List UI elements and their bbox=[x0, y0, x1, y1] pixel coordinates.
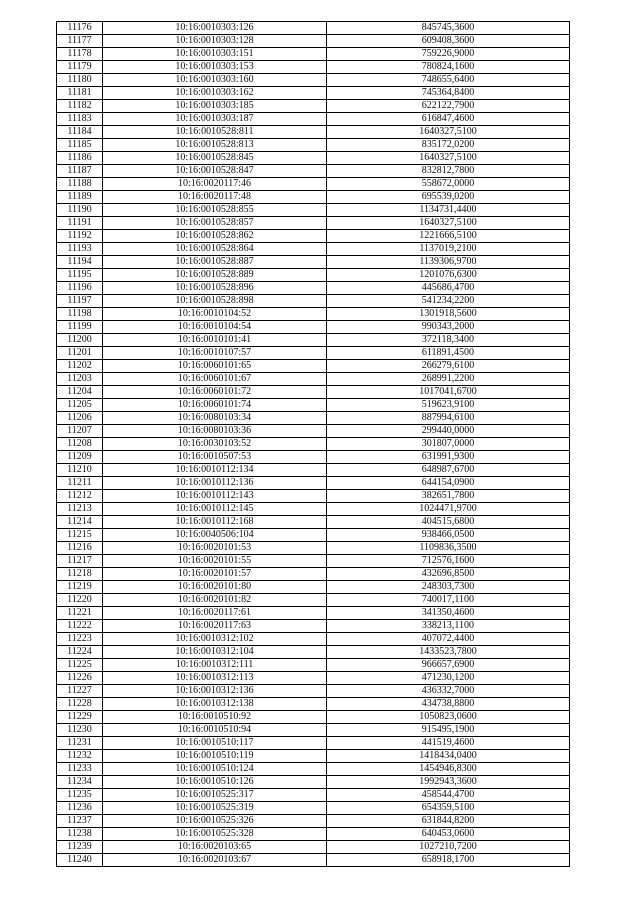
cadastral-number-cell: 10:16:0010303:126 bbox=[103, 22, 327, 35]
row-number-cell: 11198 bbox=[57, 308, 103, 321]
row-number-cell: 11213 bbox=[57, 503, 103, 516]
cadastral-number-cell: 10:16:0010510:117 bbox=[103, 737, 327, 750]
table-row bbox=[57, 217, 570, 230]
cadastral-value-cell: 915495,1900 bbox=[327, 724, 570, 737]
table-row bbox=[57, 490, 570, 503]
row-number-cell: 11223 bbox=[57, 633, 103, 646]
row-number-cell: 11190 bbox=[57, 204, 103, 217]
cadastral-number-cell: 10:16:0010112:143 bbox=[103, 490, 327, 503]
cadastral-value-cell: 1418434,0400 bbox=[327, 750, 570, 763]
cadastral-value-cell: 835172,0200 bbox=[327, 139, 570, 152]
cadastral-value-cell: 1201076,6300 bbox=[327, 269, 570, 282]
row-number-cell: 11230 bbox=[57, 724, 103, 737]
table-row bbox=[57, 529, 570, 542]
table-row bbox=[57, 750, 570, 763]
cadastral-number-cell: 10:16:0010101:41 bbox=[103, 334, 327, 347]
cadastral-value-cell: 658918,1700 bbox=[327, 854, 570, 867]
cadastral-value-cell: 745364,8400 bbox=[327, 87, 570, 100]
row-number-cell: 11178 bbox=[57, 48, 103, 61]
cadastral-number-cell: 10:16:0010303:187 bbox=[103, 113, 327, 126]
table-row bbox=[57, 594, 570, 607]
row-number-cell: 11192 bbox=[57, 230, 103, 243]
cadastral-number-cell: 10:16:0010528:813 bbox=[103, 139, 327, 152]
row-number-cell: 11224 bbox=[57, 646, 103, 659]
cadastral-value-cell: 519623,9100 bbox=[327, 399, 570, 412]
cadastral-value-cell: 541234,2200 bbox=[327, 295, 570, 308]
row-number-cell: 11188 bbox=[57, 178, 103, 191]
cadastral-value-cell: 1109836,3500 bbox=[327, 542, 570, 555]
cadastral-value-cell: 611891,4500 bbox=[327, 347, 570, 360]
cadastral-number-cell: 10:16:0010528:845 bbox=[103, 152, 327, 165]
table-row bbox=[57, 802, 570, 815]
cadastral-value-cell: 1454946,8300 bbox=[327, 763, 570, 776]
cadastral-value-cell: 471230,1200 bbox=[327, 672, 570, 685]
cadastral-value-cell: 1134731,4400 bbox=[327, 204, 570, 217]
cadastral-number-cell: 10:16:0010528:857 bbox=[103, 217, 327, 230]
cadastral-number-cell: 10:16:0010528:889 bbox=[103, 269, 327, 282]
cadastral-number-cell: 10:16:0010525:317 bbox=[103, 789, 327, 802]
table-body bbox=[57, 22, 570, 867]
table-row bbox=[57, 308, 570, 321]
cadastral-value-cell: 1139306,9700 bbox=[327, 256, 570, 269]
table-row bbox=[57, 854, 570, 867]
row-number-cell: 11226 bbox=[57, 672, 103, 685]
cadastral-number-cell: 10:16:0020117:63 bbox=[103, 620, 327, 633]
table-row bbox=[57, 698, 570, 711]
cadastral-number-cell: 10:16:0010528:898 bbox=[103, 295, 327, 308]
table-row bbox=[57, 269, 570, 282]
cadastral-value-cell: 338213,1100 bbox=[327, 620, 570, 633]
cadastral-value-cell: 644154,0900 bbox=[327, 477, 570, 490]
cadastral-number-cell: 10:16:0010528:896 bbox=[103, 282, 327, 295]
cadastral-number-cell: 10:16:0010510:124 bbox=[103, 763, 327, 776]
table-row bbox=[57, 815, 570, 828]
row-number-cell: 11184 bbox=[57, 126, 103, 139]
table-row bbox=[57, 35, 570, 48]
cadastral-value-cell: 301807,0000 bbox=[327, 438, 570, 451]
row-number-cell: 11234 bbox=[57, 776, 103, 789]
table-row bbox=[57, 61, 570, 74]
cadastral-value-cell: 458544,4700 bbox=[327, 789, 570, 802]
cadastral-number-cell: 10:16:0020117:61 bbox=[103, 607, 327, 620]
cadastral-value-cell: 740017,1100 bbox=[327, 594, 570, 607]
table-row bbox=[57, 542, 570, 555]
cadastral-value-cell: 1027210,7200 bbox=[327, 841, 570, 854]
cadastral-value-cell: 622122,7900 bbox=[327, 100, 570, 113]
row-number-cell: 11182 bbox=[57, 100, 103, 113]
table-row bbox=[57, 633, 570, 646]
cadastral-number-cell: 10:16:0020117:46 bbox=[103, 178, 327, 191]
table-row bbox=[57, 607, 570, 620]
cadastral-number-cell: 10:16:0010104:52 bbox=[103, 308, 327, 321]
table-row bbox=[57, 165, 570, 178]
cadastral-number-cell: 10:16:0060101:74 bbox=[103, 399, 327, 412]
table-row bbox=[57, 451, 570, 464]
row-number-cell: 11237 bbox=[57, 815, 103, 828]
cadastral-number-cell: 10:16:0010528:887 bbox=[103, 256, 327, 269]
cadastral-number-cell: 10:16:0010525:326 bbox=[103, 815, 327, 828]
cadastral-number-cell: 10:16:0010312:104 bbox=[103, 646, 327, 659]
cadastral-value-cell: 695539,0200 bbox=[327, 191, 570, 204]
row-number-cell: 11240 bbox=[57, 854, 103, 867]
row-number-cell: 11193 bbox=[57, 243, 103, 256]
row-number-cell: 11202 bbox=[57, 360, 103, 373]
cadastral-number-cell: 10:16:0010303:153 bbox=[103, 61, 327, 74]
table-row bbox=[57, 503, 570, 516]
cadastral-number-cell: 10:16:0040506:104 bbox=[103, 529, 327, 542]
cadastral-number-cell: 10:16:0010507:53 bbox=[103, 451, 327, 464]
cadastral-number-cell: 10:16:0010510:119 bbox=[103, 750, 327, 763]
row-number-cell: 11196 bbox=[57, 282, 103, 295]
table-row bbox=[57, 48, 570, 61]
table-row bbox=[57, 74, 570, 87]
cadastral-value-table bbox=[56, 21, 570, 867]
table-row bbox=[57, 438, 570, 451]
row-number-cell: 11183 bbox=[57, 113, 103, 126]
row-number-cell: 11235 bbox=[57, 789, 103, 802]
row-number-cell: 11238 bbox=[57, 828, 103, 841]
table-row bbox=[57, 126, 570, 139]
row-number-cell: 11231 bbox=[57, 737, 103, 750]
cadastral-value-cell: 1640327,5100 bbox=[327, 126, 570, 139]
row-number-cell: 11211 bbox=[57, 477, 103, 490]
cadastral-value-cell: 1050823,0600 bbox=[327, 711, 570, 724]
row-number-cell: 11218 bbox=[57, 568, 103, 581]
table-row bbox=[57, 425, 570, 438]
cadastral-number-cell: 10:16:0010107:57 bbox=[103, 347, 327, 360]
table-row bbox=[57, 87, 570, 100]
table-row bbox=[57, 763, 570, 776]
cadastral-value-cell: 938466,0500 bbox=[327, 529, 570, 542]
cadastral-value-cell: 780824,1600 bbox=[327, 61, 570, 74]
row-number-cell: 11199 bbox=[57, 321, 103, 334]
row-number-cell: 11217 bbox=[57, 555, 103, 568]
table-row bbox=[57, 373, 570, 386]
cadastral-number-cell: 10:16:0020101:57 bbox=[103, 568, 327, 581]
row-number-cell: 11227 bbox=[57, 685, 103, 698]
table-row bbox=[57, 672, 570, 685]
row-number-cell: 11206 bbox=[57, 412, 103, 425]
cadastral-value-cell: 631991,9300 bbox=[327, 451, 570, 464]
cadastral-value-cell: 1640327,5100 bbox=[327, 152, 570, 165]
table-row bbox=[57, 789, 570, 802]
row-number-cell: 11215 bbox=[57, 529, 103, 542]
row-number-cell: 11185 bbox=[57, 139, 103, 152]
cadastral-number-cell: 10:16:0010528:847 bbox=[103, 165, 327, 178]
table-row bbox=[57, 711, 570, 724]
table-row bbox=[57, 295, 570, 308]
cadastral-value-cell: 759226,9000 bbox=[327, 48, 570, 61]
row-number-cell: 11228 bbox=[57, 698, 103, 711]
row-number-cell: 11195 bbox=[57, 269, 103, 282]
table-row bbox=[57, 776, 570, 789]
table-row bbox=[57, 139, 570, 152]
cadastral-value-cell: 640453,0600 bbox=[327, 828, 570, 841]
cadastral-value-cell: 1433523,7800 bbox=[327, 646, 570, 659]
cadastral-value-cell: 748655,6400 bbox=[327, 74, 570, 87]
cadastral-number-cell: 10:16:0020101:80 bbox=[103, 581, 327, 594]
cadastral-value-cell: 268991,2200 bbox=[327, 373, 570, 386]
cadastral-value-cell: 966657,6900 bbox=[327, 659, 570, 672]
row-number-cell: 11221 bbox=[57, 607, 103, 620]
table-row bbox=[57, 568, 570, 581]
cadastral-number-cell: 10:16:0060101:67 bbox=[103, 373, 327, 386]
row-number-cell: 11204 bbox=[57, 386, 103, 399]
row-number-cell: 11187 bbox=[57, 165, 103, 178]
cadastral-value-cell: 436332,7000 bbox=[327, 685, 570, 698]
table-row bbox=[57, 321, 570, 334]
cadastral-value-cell: 372118,3400 bbox=[327, 334, 570, 347]
cadastral-number-cell: 10:16:0010510:126 bbox=[103, 776, 327, 789]
cadastral-number-cell: 10:16:0010112:136 bbox=[103, 477, 327, 490]
table-row bbox=[57, 360, 570, 373]
row-number-cell: 11232 bbox=[57, 750, 103, 763]
cadastral-value-cell: 1221666,5100 bbox=[327, 230, 570, 243]
row-number-cell: 11180 bbox=[57, 74, 103, 87]
cadastral-number-cell: 10:16:0020101:82 bbox=[103, 594, 327, 607]
cadastral-number-cell: 10:16:0010528:855 bbox=[103, 204, 327, 217]
cadastral-number-cell: 10:16:0030103:52 bbox=[103, 438, 327, 451]
cadastral-value-cell: 616847,4600 bbox=[327, 113, 570, 126]
table-row bbox=[57, 724, 570, 737]
row-number-cell: 11212 bbox=[57, 490, 103, 503]
row-number-cell: 11179 bbox=[57, 61, 103, 74]
cadastral-value-cell: 832812,7800 bbox=[327, 165, 570, 178]
cadastral-value-cell: 404515,6800 bbox=[327, 516, 570, 529]
cadastral-value-cell: 445686,4700 bbox=[327, 282, 570, 295]
table-row bbox=[57, 659, 570, 672]
row-number-cell: 11233 bbox=[57, 763, 103, 776]
row-number-cell: 11205 bbox=[57, 399, 103, 412]
cadastral-value-cell: 558672,0000 bbox=[327, 178, 570, 191]
row-number-cell: 11219 bbox=[57, 581, 103, 594]
cadastral-number-cell: 10:16:0010112:145 bbox=[103, 503, 327, 516]
cadastral-number-cell: 10:16:0010510:92 bbox=[103, 711, 327, 724]
row-number-cell: 11220 bbox=[57, 594, 103, 607]
cadastral-number-cell: 10:16:0020101:55 bbox=[103, 555, 327, 568]
cadastral-number-cell: 10:16:0010303:185 bbox=[103, 100, 327, 113]
cadastral-number-cell: 10:16:0060101:65 bbox=[103, 360, 327, 373]
table-row bbox=[57, 152, 570, 165]
table-row bbox=[57, 620, 570, 633]
cadastral-number-cell: 10:16:0010303:151 bbox=[103, 48, 327, 61]
cadastral-value-cell: 1640327,5100 bbox=[327, 217, 570, 230]
row-number-cell: 11214 bbox=[57, 516, 103, 529]
row-number-cell: 11222 bbox=[57, 620, 103, 633]
table-row bbox=[57, 100, 570, 113]
row-number-cell: 11191 bbox=[57, 217, 103, 230]
cadastral-number-cell: 10:16:0010104:54 bbox=[103, 321, 327, 334]
cadastral-value-cell: 887994,6100 bbox=[327, 412, 570, 425]
cadastral-number-cell: 10:16:0020117:48 bbox=[103, 191, 327, 204]
table-row bbox=[57, 113, 570, 126]
table-row bbox=[57, 555, 570, 568]
cadastral-value-cell: 441519,4600 bbox=[327, 737, 570, 750]
cadastral-number-cell: 10:16:0010528:811 bbox=[103, 126, 327, 139]
cadastral-value-cell: 1992943,3600 bbox=[327, 776, 570, 789]
row-number-cell: 11239 bbox=[57, 841, 103, 854]
table-row bbox=[57, 191, 570, 204]
cadastral-number-cell: 10:16:0060101:72 bbox=[103, 386, 327, 399]
table-row bbox=[57, 399, 570, 412]
table-row bbox=[57, 282, 570, 295]
table-row bbox=[57, 204, 570, 217]
cadastral-number-cell: 10:16:0010528:864 bbox=[103, 243, 327, 256]
table-row bbox=[57, 243, 570, 256]
row-number-cell: 11189 bbox=[57, 191, 103, 204]
cadastral-number-cell: 10:16:0010312:138 bbox=[103, 698, 327, 711]
cadastral-number-cell: 10:16:0010525:328 bbox=[103, 828, 327, 841]
table-row bbox=[57, 386, 570, 399]
cadastral-number-cell: 10:16:0010303:160 bbox=[103, 74, 327, 87]
cadastral-value-cell: 990343,2000 bbox=[327, 321, 570, 334]
cadastral-value-cell: 299440,0000 bbox=[327, 425, 570, 438]
table-row bbox=[57, 334, 570, 347]
row-number-cell: 11208 bbox=[57, 438, 103, 451]
row-number-cell: 11207 bbox=[57, 425, 103, 438]
table-row bbox=[57, 737, 570, 750]
cadastral-number-cell: 10:16:0020101:53 bbox=[103, 542, 327, 555]
table-row bbox=[57, 516, 570, 529]
cadastral-number-cell: 10:16:0010303:162 bbox=[103, 87, 327, 100]
cadastral-number-cell: 10:16:0010112:168 bbox=[103, 516, 327, 529]
cadastral-number-cell: 10:16:0010312:113 bbox=[103, 672, 327, 685]
cadastral-value-cell: 248303,7300 bbox=[327, 581, 570, 594]
cadastral-number-cell: 10:16:0010112:134 bbox=[103, 464, 327, 477]
cadastral-value-cell: 341350,4600 bbox=[327, 607, 570, 620]
row-number-cell: 11209 bbox=[57, 451, 103, 464]
cadastral-number-cell: 10:16:0010312:102 bbox=[103, 633, 327, 646]
table-row bbox=[57, 412, 570, 425]
table-row bbox=[57, 841, 570, 854]
cadastral-value-cell: 266279,6100 bbox=[327, 360, 570, 373]
table-row bbox=[57, 464, 570, 477]
cadastral-value-cell: 712576,1600 bbox=[327, 555, 570, 568]
table-row bbox=[57, 828, 570, 841]
row-number-cell: 11236 bbox=[57, 802, 103, 815]
row-number-cell: 11201 bbox=[57, 347, 103, 360]
row-number-cell: 11225 bbox=[57, 659, 103, 672]
cadastral-value-cell: 432696,8500 bbox=[327, 568, 570, 581]
row-number-cell: 11194 bbox=[57, 256, 103, 269]
row-number-cell: 11200 bbox=[57, 334, 103, 347]
table-row bbox=[57, 230, 570, 243]
cadastral-value-cell: 1137019,2100 bbox=[327, 243, 570, 256]
cadastral-number-cell: 10:16:0020103:65 bbox=[103, 841, 327, 854]
cadastral-value-cell: 407072,4400 bbox=[327, 633, 570, 646]
row-number-cell: 11181 bbox=[57, 87, 103, 100]
cadastral-number-cell: 10:16:0010510:94 bbox=[103, 724, 327, 737]
row-number-cell: 11229 bbox=[57, 711, 103, 724]
cadastral-value-cell: 648987,6700 bbox=[327, 464, 570, 477]
table-row bbox=[57, 581, 570, 594]
table-row bbox=[57, 256, 570, 269]
row-number-cell: 11210 bbox=[57, 464, 103, 477]
cadastral-value-cell: 609408,3600 bbox=[327, 35, 570, 48]
cadastral-number-cell: 10:16:0080103:34 bbox=[103, 412, 327, 425]
cadastral-value-cell: 631844,8200 bbox=[327, 815, 570, 828]
cadastral-number-cell: 10:16:0010312:111 bbox=[103, 659, 327, 672]
table-row bbox=[57, 685, 570, 698]
cadastral-number-cell: 10:16:0010303:128 bbox=[103, 35, 327, 48]
cadastral-value-cell: 1017041,6700 bbox=[327, 386, 570, 399]
table-row bbox=[57, 477, 570, 490]
cadastral-value-cell: 1301918,5600 bbox=[327, 308, 570, 321]
row-number-cell: 11176 bbox=[57, 22, 103, 35]
row-number-cell: 11197 bbox=[57, 295, 103, 308]
row-number-cell: 11203 bbox=[57, 373, 103, 386]
cadastral-value-cell: 654359,5100 bbox=[327, 802, 570, 815]
cadastral-number-cell: 10:16:0010525:319 bbox=[103, 802, 327, 815]
table-row bbox=[57, 178, 570, 191]
table-row bbox=[57, 22, 570, 35]
cadastral-value-cell: 382651,7800 bbox=[327, 490, 570, 503]
cadastral-number-cell: 10:16:0010528:862 bbox=[103, 230, 327, 243]
table-row bbox=[57, 646, 570, 659]
cadastral-number-cell: 10:16:0020103:67 bbox=[103, 854, 327, 867]
table-row bbox=[57, 347, 570, 360]
cadastral-number-cell: 10:16:0010312:136 bbox=[103, 685, 327, 698]
cadastral-value-cell: 434738,8800 bbox=[327, 698, 570, 711]
row-number-cell: 11216 bbox=[57, 542, 103, 555]
row-number-cell: 11177 bbox=[57, 35, 103, 48]
cadastral-number-cell: 10:16:0080103:36 bbox=[103, 425, 327, 438]
cadastral-value-cell: 1024471,9700 bbox=[327, 503, 570, 516]
cadastral-value-cell: 845745,3600 bbox=[327, 22, 570, 35]
row-number-cell: 11186 bbox=[57, 152, 103, 165]
